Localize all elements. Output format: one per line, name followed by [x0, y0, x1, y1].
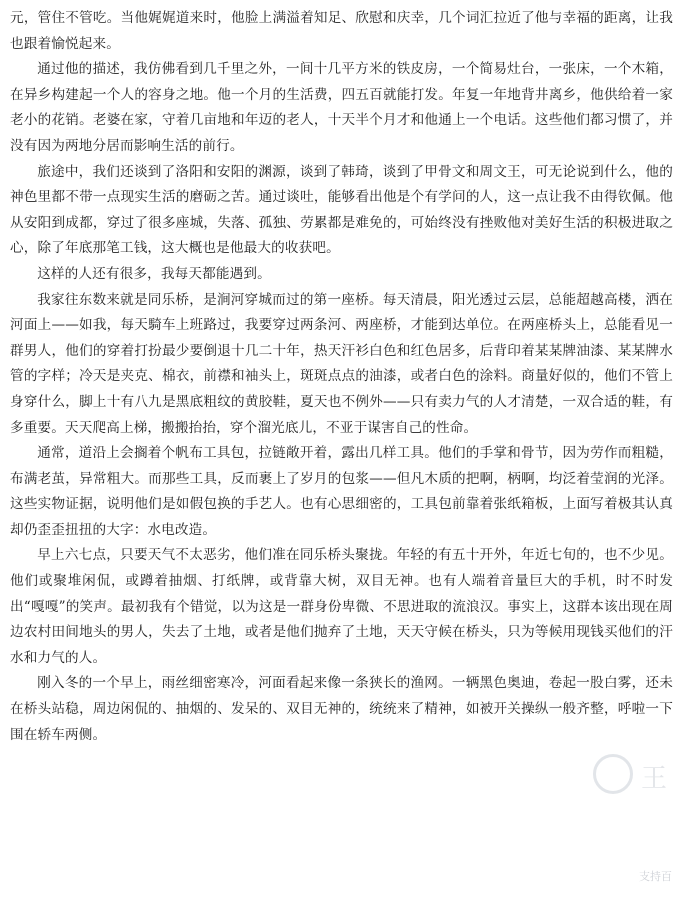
paragraph-8: 刚入冬的一个早上，雨丝细密寒冷，河面看起来像一条狭长的渔网。一辆黑色奥迪，卷起一股白雾，还未在桥头站稳，周边闲侃的、抽烟的、发呆的、双目无神的，统统来了精神，如被开关操纵一般齐整，呼啦一下围在轿车两侧。 — [10, 675, 673, 743]
watermark-logo — [593, 748, 683, 808]
paragraph-5: 我家往东数来就是同乐桥，是涧河穿城而过的第一座桥。每天清晨，阳光透过云层，总能超越高楼，洒在河面上——如我，每天騎车上班路过，我要穿过两条河、两座桥，才能到达单位。在两座桥头上，总能看见一群男人，他们的穿着打扮最少要倒退十几二十年，热天汗衫白色和红色居多，后背印着某某牌油漆、某某牌水管的字样；冷天是夹克、棉衣，前襟和袖头上，斑斑点点的油漆，或者白色的涂料。商量好似的，他们不管上身穿什么，脚上十有八九是黑底粗纹的黄胶鞋，夏天也不例外——只有卖力气的人才清楚，一双合适的鞋，有多重要。天天爬高上梯，搬搬抬抬，穿个溜光底儿，不亚于谋害自己的性命。 — [10, 291, 673, 436]
paragraph-3: 旅途中，我们还谈到了洛阳和安阳的渊源，谈到了韩琦，谈到了甲骨文和周文王，可无论说到什么，他的神色里都不带一点现实生活的磨砺之苦。通过谈吐，能够看出他是个有学问的人，这一点让我不由得钦佩。他从安阳到成都，穿过了很多座城，失落、孤独、劳累都是难免的，可始终没有挫败他对美好生活的积极进取之心，除了年底那笔工钱，这大概也是他最大的收获吧。 — [10, 163, 673, 257]
paragraph-1: 元，管住不管吃。当他娓娓道来时，他脸上满溢着知足、欣慰和庆幸，几个词汇拉近了他与幸福的距离，让我也跟着愉悦起来。 — [10, 10, 673, 52]
corner-watermark: 支持百 — [639, 870, 672, 883]
watermark-circle-icon — [593, 754, 633, 794]
paragraph-2: 通过他的描述，我仿佛看到几千里之外，一间十几平方米的铁皮房，一个简易灶台，一张床，一个木箱，在异乡构建起一个人的容身之地。他一个月的生活费，四五百就能打发。年复一年地背井离乡，他供给着一家老小的花销。老婆在家，守着几亩地和年迈的老人，十天半个月才和他通上一个电话。这些他们都习惯了，并没有因为两地分居而影响生活的前行。 — [10, 61, 673, 154]
paragraph-6: 通常，道沿上会搁着个帆布工具包，拉链敞开着，露出几样工具。他们的手掌和骨节，因为劳作而粗糙，布满老茧，异常粗大。而那些工具，反而裹上了岁月的包浆——但凡木质的把啊，柄啊，均泛着莹润的光泽。这些实物证据，说明他们是如假包换的手艺人。也有心思细密的，工具包前靠着张纸箱板，上面写着极其认真却仍歪歪扭扭的大字：水电改造。 — [10, 445, 673, 538]
watermark-logo-text: 王 — [641, 764, 668, 794]
paragraph-7: 早上六七点，只要天气不太恶劣，他们准在同乐桥头聚拢。年轻的有五十开外，年近七旬的，也不少见。他们或聚堆闲侃，或蹲着抽烟、打纸牌，或背靠大树，双目无神。也有人端着音量巨大的手机，时不时发出“嘎嘎”的笑声。最初我有个错觉，以为这是一群身份卑微、不思进取的流浪汉。事实上，这群本该出现在周边农村田间地头的男人，失去了土地，或者是他们抛弃了土地，天天守候在桥头，只为等候用现钱买他们的汗水和力气的人。 — [10, 547, 673, 666]
paragraph-4: 这样的人还有很多，我每天都能遇到。 — [37, 265, 271, 282]
